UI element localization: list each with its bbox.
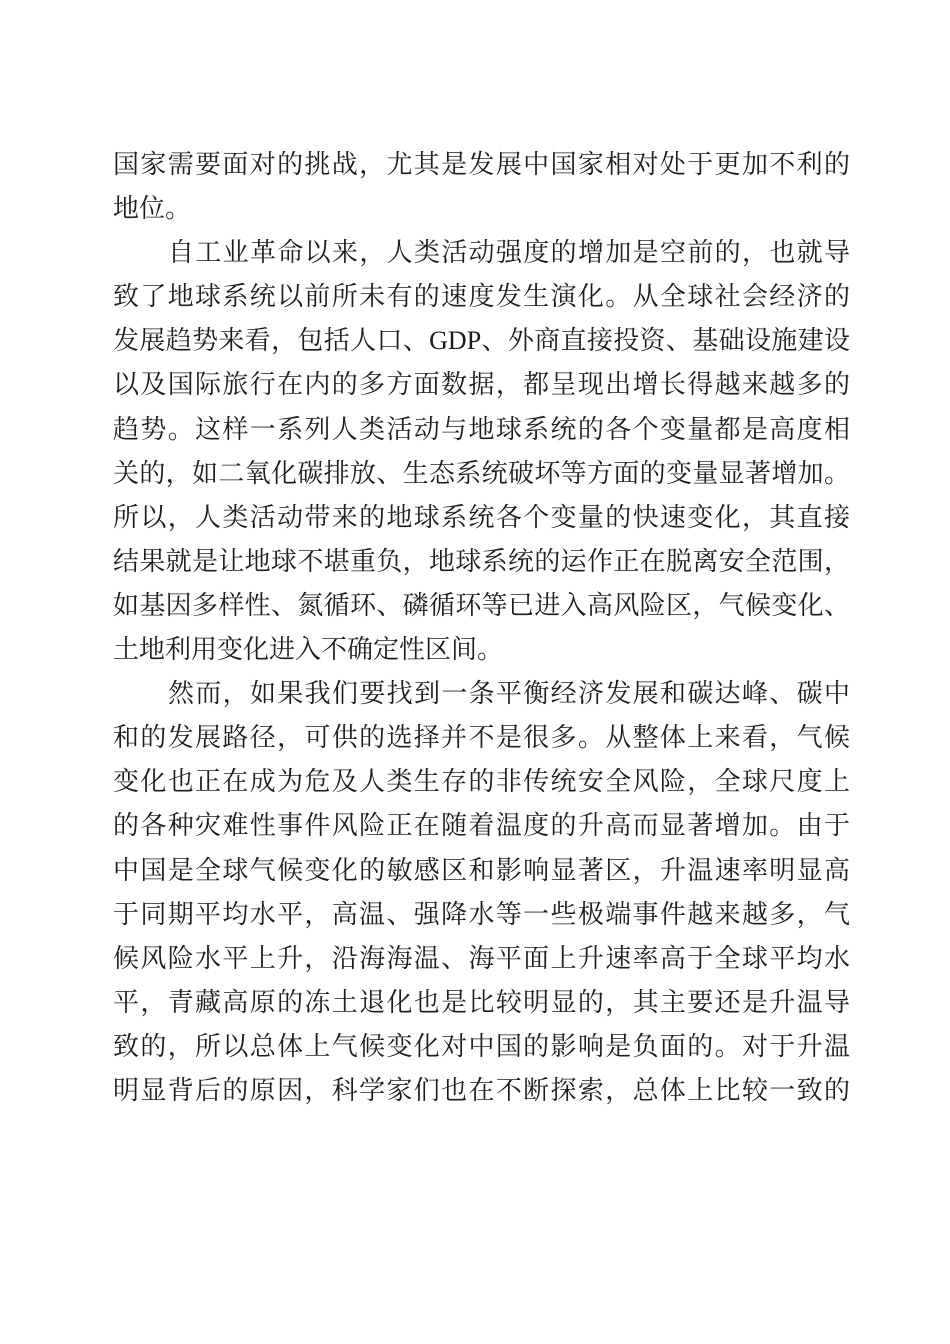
text-line: 变化也正在成为危及人类生存的非传统安全风险，全球尺度上 [113, 767, 850, 797]
text-line: 关的，如二氧化碳排放、生态系统破坏等方面的变量显著增加。 [113, 458, 850, 488]
text-line: 候风险水平上升，沿海海温、海平面上升速率高于全球平均水 [113, 943, 850, 973]
text-line: 土地利用变化进入不确定性区间。 [113, 635, 504, 665]
text-block [113, 143, 850, 1113]
text-line: 致了地球系统以前所未有的速度发生演化。从全球社会经济的 [113, 282, 850, 312]
text-line: 中国是全球气候变化的敏感区和影响显著区，升温速率明显高 [113, 855, 850, 885]
text-line: 然而，如果我们要找到一条平衡经济发展和碳达峰、碳中 [168, 679, 850, 709]
text-line: 的各种灾难性事件风险正在随着温度的升高而显著增加。由于 [113, 811, 850, 841]
text-line: 发展趋势来看，包括人口、GDP、外商直接投资、基础设施建设 [113, 326, 850, 356]
text-line: 国家需要面对的挑战，尤其是发展中国家相对处于更加不利的 [113, 150, 850, 179]
text-line: 平，青藏高原的冻土退化也是比较明显的，其主要还是升温导 [113, 987, 850, 1017]
text-line: 如基因多样性、氮循环、磷循环等已进入高风险区，气候变化、 [113, 590, 850, 620]
text-line: 和的发展路径，可供的选择并不是很多。从整体上来看，气候 [113, 723, 850, 753]
text-line: 以及国际旅行在内的多方面数据，都呈现出增长得越来越多的 [113, 370, 850, 400]
text-line: 致的，所以总体上气候变化对中国的影响是负面的。对于升温 [113, 1031, 850, 1061]
text-line: 于同期平均水平，高温、强降水等一些极端事件越来越多，气 [113, 899, 850, 929]
text-line: 明显背后的原因，科学家们也在不断探索，总体上比较一致的 [113, 1075, 850, 1105]
text-line: 结果就是让地球不堪重负，地球系统的运作正在脱离安全范围， [113, 546, 850, 576]
text-line: 趋势。这样一系列人类活动与地球系统的各个变量都是高度相 [113, 414, 850, 444]
text-line: 所以，人类活动带来的地球系统各个变量的快速变化，其直接 [113, 502, 850, 532]
text-line: 自工业革命以来，人类活动强度的增加是空前的，也就导 [168, 238, 850, 268]
text-line: 地位。 [113, 194, 192, 224]
